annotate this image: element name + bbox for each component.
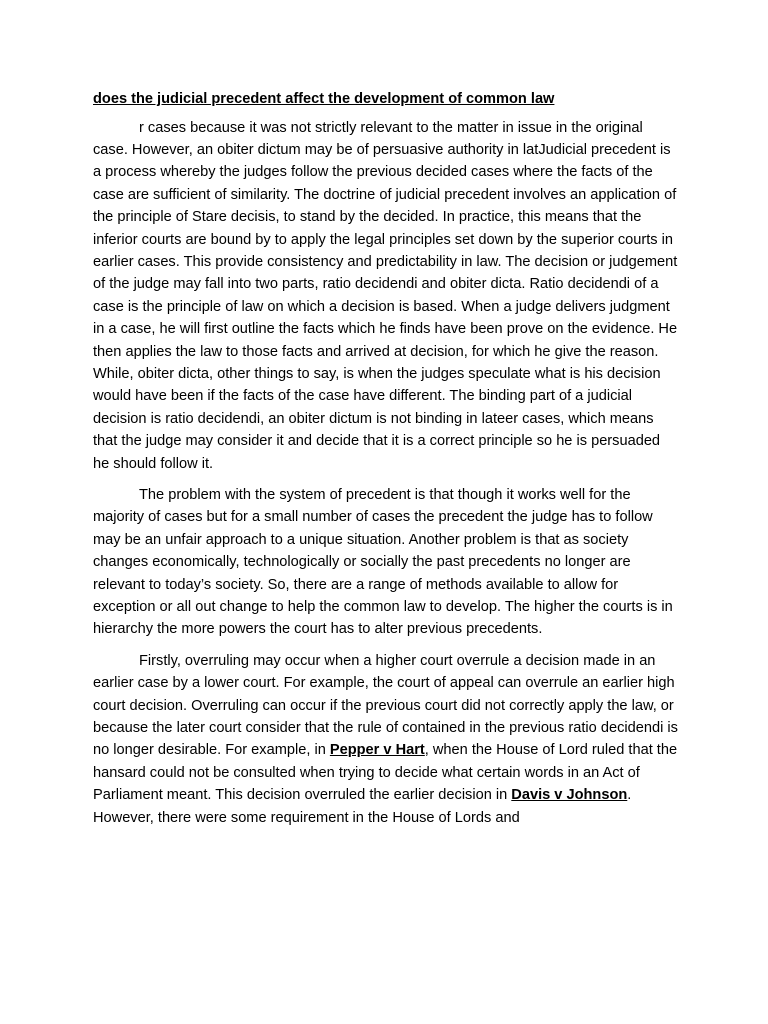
paragraph-3 [93, 650, 678, 829]
paragraph-3-text-a: Firstly, overruling may occur when a higher court overrule a decision made in an earlier case by a lower court. For example, the court of appeal can overrule an earlier high court decision. Overruling can occur if the previous court did not correctly apply the law, or because the later court consider that the rule of contained in the previous ratio decidendi is no longer desirable. For example, in [93, 652, 678, 759]
paragraph-1: r cases because it was not strictly relevant to the matter in issue in the original case. However, an obiter dictum may be of persuasive authority in latJudicial precedent is a process whereby the judges follow the previous decided cases where the facts of the case are sufficient of similarity. The doctrine of judicial precedent involves an application of the principle of Stare decisis, to stand by the decided. In practice, this means that the inferior courts are bound by to apply the legal principles set down by the superior courts in earlier cases. This provide consistency and predictability in law. The decision or judgement of the judge may fall into two parts, ratio decidendi and obiter dicta. Ratio decidendi of a case is the principle of law on which a decision is based. When a judge delivers judgment in a case, he will first outline the facts which he finds have been prove on the evidence. He then applies the law to those facts and arrived at decision, for which he give the reason. While, obiter dicta, other things to say, is when the judges speculate what is his decision would have been if the facts of the case have different. The binding part of a judicial decision is ratio decidendi, an obiter dictum is not binding in lateer cases, which means that the judge may consider it and decide that it is a correct principle so he is persuaded he should follow it. [93, 119, 678, 472]
document-title: does the judicial precedent affect the development of common law [93, 91, 555, 107]
paragraph-2: The problem with the system of precedent is that though it works well for the majority of cases but for a small number of cases the precedent the judge has to follow may be an unfair approach to a unique situation. Another problem is that as society changes economically, technologically or socially the past precedents no longer are relevant to today’s society. So, there are a range of methods available to allow for exception or all out change to help the common law to develop. The higher the courts is in hierarchy the more powers the court has to alter previous precedents. [93, 487, 673, 638]
case-name-pepper-v-hart: Pepper v Hart [329, 742, 425, 759]
case-name-davis-v-johnson: Davis v Johnson [511, 787, 628, 804]
document-body [93, 88, 678, 838]
paragraph-3-text-c: . However, there were some requirement in the House of Lords and [93, 787, 632, 826]
paragraph-3-text-b: , when the House of Lord ruled that the hansard could not be consulted when trying to decide what certain words in an Act of Parliament meant. This decision overruled the earlier decision in [93, 742, 678, 804]
